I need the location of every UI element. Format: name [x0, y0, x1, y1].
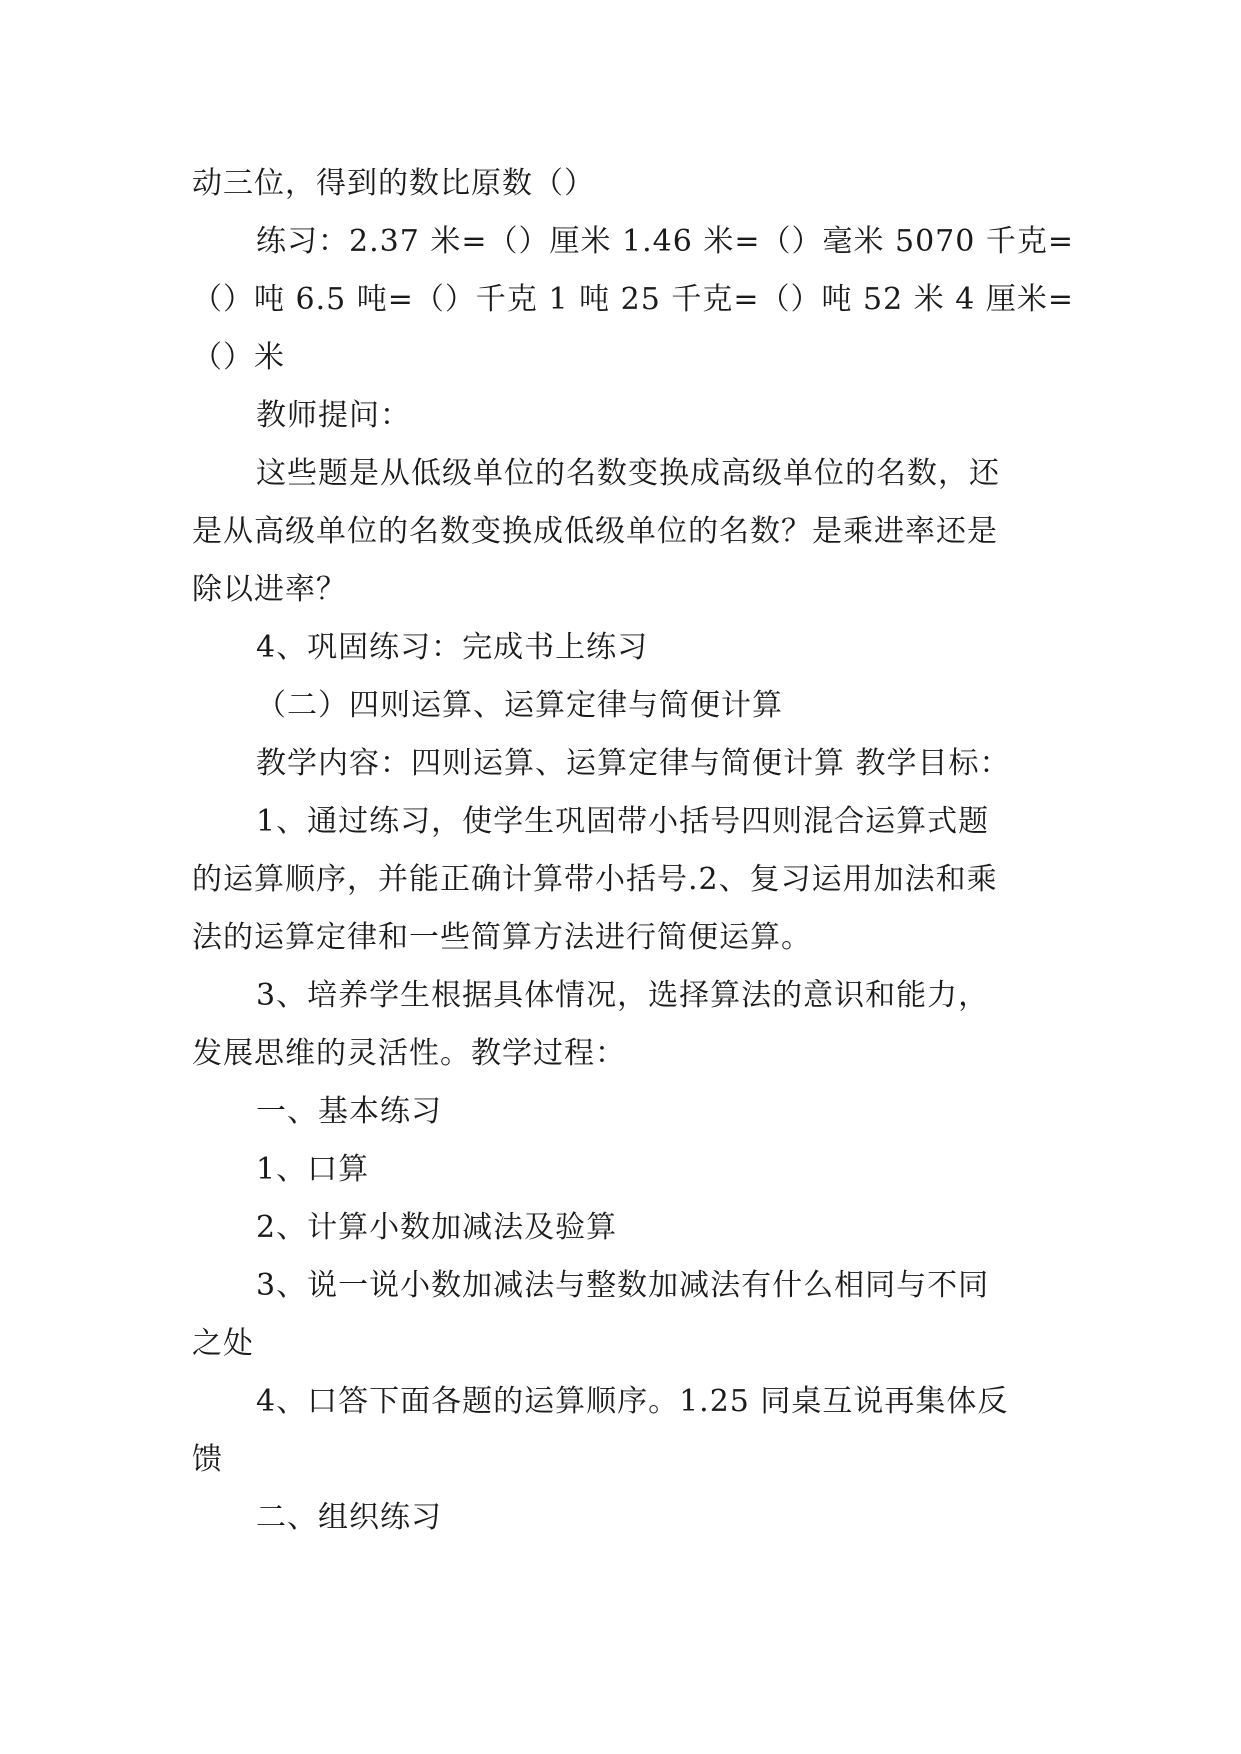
text-line: 之处 — [192, 1326, 254, 1361]
text-line: 2、计算小数加减法及验算 — [256, 1210, 618, 1245]
text-line: 3、培养学生根据具体情况，选择算法的意识和能力， — [256, 978, 990, 1013]
text-line: 法的运算定律和一些简算方法进行简便运算。 — [192, 920, 812, 955]
section-heading: 二、组织练习 — [256, 1500, 442, 1535]
text-line: 除以进率？ — [192, 572, 347, 607]
text-line: 发展思维的灵活性。教学过程： — [192, 1036, 626, 1071]
text-line: 的运算顺序，并能正确计算带小括号.2、复习运用加法和乘 — [192, 862, 998, 897]
text-line: 1、通过练习，使学生巩固带小括号四则混合运算式题 — [256, 804, 990, 839]
text-line: 教师提问： — [256, 398, 411, 433]
text-line: 这些题是从低级单位的名数变换成高级单位的名数，还 — [256, 456, 1000, 491]
section-heading: （二）四则运算、运算定律与简便计算 — [256, 688, 783, 723]
text-line: 馈 — [192, 1442, 223, 1477]
text-line: （）吨 6.5 吨=（）千克 1 吨 25 千克=（）吨 52 米 4 厘米= — [192, 282, 1075, 317]
text-line: 教学内容：四则运算、运算定律与简便计算 教学目标： — [256, 746, 1011, 781]
text-line: 4、口答下面各题的运算顺序。1.25 同桌互说再集体反 — [256, 1384, 1009, 1419]
text-line: 是从高级单位的名数变换成低级单位的名数？是乘进率还是 — [192, 514, 998, 549]
text-line: 1、口算 — [256, 1152, 370, 1187]
text-line: 3、说一说小数加减法与整数加减法有什么相同与不同 — [256, 1268, 990, 1303]
text-line: （）米 — [192, 340, 285, 375]
document-page — [192, 155, 1075, 1547]
text-line: 动三位，得到的数比原数（） — [192, 166, 595, 201]
text-line: 4、巩固练习：完成书上练习 — [256, 630, 649, 665]
section-heading: 一、基本练习 — [256, 1094, 442, 1129]
text-line: 练习：2.37 米=（）厘米 1.46 米=（）毫米 5070 千克= — [256, 224, 1075, 259]
